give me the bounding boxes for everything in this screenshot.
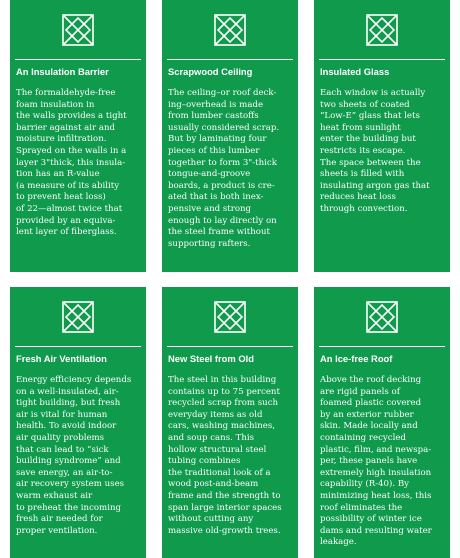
card-body: The steel in this building contains up to 75 percent recycled scrap from such everyday items as old cars, washing machines, and soup cans. This hollow structural steel tubing combines the traditional look of a wood post-and-beam frame and the strength to span large interior spaces without cutting any massive old-growth trees. bbox=[168, 375, 282, 536]
card-body: Above the roof decking are rigid panels of foamed plastic covered by an exterior rubber skin. Made locally and containing recycled plastic, film, and newspa- per, these panels have extremely high insulation capability (R-40). By minimizing heat loss, this roof eliminates the possibility of winter ice dams and resulting water leakage. bbox=[320, 375, 432, 548]
card-title: New Steel from Old bbox=[168, 353, 254, 364]
info-card-1 bbox=[10, 0, 146, 272]
square-x-icon bbox=[366, 14, 398, 46]
info-card-5 bbox=[162, 287, 298, 558]
divider bbox=[15, 346, 141, 347]
square-x-icon bbox=[62, 14, 94, 46]
card-body: Energy efficiency depends on a well-insulated, air- tight building, but fresh air is vital for human health. To avoid indoor air quality problems that can lead to “sick building syndrome” and save energy, an air-to- air recovery system uses warm exhaust air to preheat the incoming fresh air needed for proper ventilation. bbox=[16, 375, 132, 536]
info-card-2 bbox=[162, 0, 298, 272]
square-x-icon bbox=[62, 301, 94, 333]
square-x-icon bbox=[214, 14, 246, 46]
card-body: The ceiling–or roof deck- ing–overhead is made from lumber castoffs usually considered scrap. But by laminating four pieces of this lumber together to form 3"-thick tongue-and-groove boards, a product is cre- ated that is both inex- pensive and strong enough to lay directly on the steel frame without supporting rafters. bbox=[168, 88, 280, 249]
card-title: An Ice-free Roof bbox=[320, 353, 393, 364]
card-title: An Insulation Barrier bbox=[16, 66, 109, 77]
card-title: Scrapwood Ceiling bbox=[168, 66, 253, 77]
divider bbox=[167, 59, 293, 60]
divider bbox=[319, 346, 445, 347]
card-body: Each window is actually two sheets of coated “Low-E” glass that lets heat from sunlight enter the building but restricts its escape. The space between the sheets is filled with insulating argon gas that reduces heat loss through convection. bbox=[320, 88, 430, 214]
divider bbox=[319, 59, 445, 60]
card-title: Insulated Glass bbox=[320, 66, 390, 77]
info-card-6 bbox=[314, 287, 450, 558]
card-title: Fresh Air Ventilation bbox=[16, 353, 107, 364]
card-body: The formaldehyde-free foam insulation in the walls provides a tight barrier against air and moisture infiltration. Sprayed on the walls in a layer 3"thick, this insula- tion has an R-value (a measure of its ability to prevent heat loss) of 22—almost twice that provided by an equiva- lent layer of fiberglass. bbox=[16, 88, 127, 238]
info-card-3 bbox=[314, 0, 450, 272]
square-x-icon bbox=[366, 301, 398, 333]
divider bbox=[15, 59, 141, 60]
divider bbox=[167, 346, 293, 347]
info-card-4 bbox=[10, 287, 146, 558]
square-x-icon bbox=[214, 301, 246, 333]
